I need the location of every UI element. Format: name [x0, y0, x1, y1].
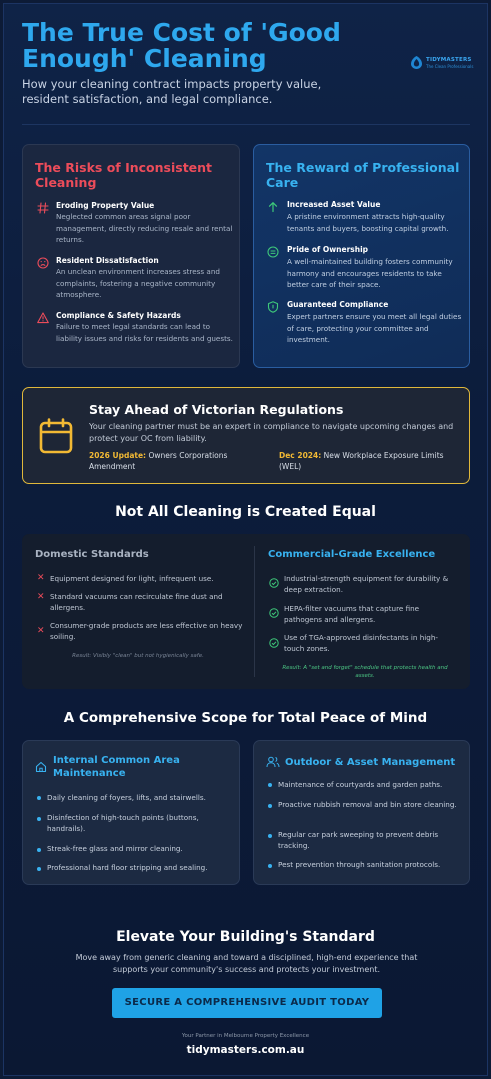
domestic-result: Result: Visibly "clean" but not hygienically safe.	[72, 653, 204, 659]
reward-item-text: Expert partners ensure you meet all legal duties of care, protecting your committee and investment.	[287, 312, 462, 344]
comparison-panel	[22, 534, 470, 689]
header-divider	[22, 124, 470, 125]
outdoor-scope-heading: Outdoor & Asset Management	[285, 757, 456, 768]
cta-text: Move away from generic cleaning and toward a disciplined, high-end experience that supports your community's success and protects your investment.	[75, 953, 418, 974]
smile-icon	[267, 246, 279, 258]
arrow-up-icon	[267, 201, 279, 213]
check-circle-icon	[269, 578, 279, 588]
x-icon: ✕	[37, 592, 45, 602]
logo-tagline: The Clean Professionals	[426, 64, 474, 69]
cta-heading: Elevate Your Building's Standard	[116, 929, 375, 945]
risks-card	[22, 144, 240, 368]
shield-check-icon	[267, 301, 279, 313]
warning-icon	[37, 312, 49, 324]
commercial-item: Industrial-strength equipment for durability & deep extraction.	[284, 574, 449, 594]
footer-tagline: Your Partner in Melbourne Property Excellence	[181, 1033, 310, 1039]
commercial-item: HEPA-filter vacuums that capture fine pathogens and allergens.	[284, 604, 420, 624]
outdoor-scope-card	[253, 740, 470, 885]
risk-item-title: Compliance & Safety Hazards	[56, 311, 181, 320]
bullet-dot	[268, 783, 272, 787]
risk-item-text: Neglected common areas signal poor management, directly reducing resale and rental returns.	[56, 212, 233, 244]
check-circle-icon	[269, 638, 279, 648]
comparison-divider	[254, 546, 255, 677]
infographic	[3, 3, 488, 1076]
note-label: 2026 Update:	[89, 451, 147, 460]
page-subtitle: How your cleaning contract impacts property value, resident satisfaction, and legal compliance.	[22, 77, 322, 106]
commercial-heading: Commercial-Grade Excellence	[268, 549, 436, 560]
secure-audit-button[interactable]: SECURE A COMPREHENSIVE AUDIT TODAY	[112, 988, 382, 1018]
rewards-heading: The Reward of Professional Care	[266, 160, 460, 190]
logo-name: TIDYMASTERS	[426, 57, 472, 63]
domestic-item: Equipment designed for light, infrequent use.	[50, 574, 214, 583]
internal-scope-item: Daily cleaning of foyers, lifts, and stairwells.	[47, 793, 206, 802]
internal-scope-card	[22, 740, 240, 885]
frown-icon	[37, 257, 49, 269]
risks-heading: The Risks of Inconsistent Cleaning	[35, 160, 213, 190]
comparison-heading: Not All Cleaning is Created Equal	[115, 504, 376, 520]
users-icon	[266, 756, 280, 768]
x-icon: ✕	[37, 573, 45, 583]
hash-icon	[37, 202, 49, 214]
tidymasters-logo	[409, 54, 481, 74]
internal-scope-item: Disinfection of high-touch points (buttons, handrails).	[47, 813, 199, 833]
outdoor-scope-item: Maintenance of courtyards and garden paths.	[278, 780, 443, 789]
page-title: The True Cost of 'Good Enough' Cleaning	[22, 18, 341, 73]
regulation-note-2026	[89, 450, 269, 472]
bullet-dot	[37, 848, 41, 852]
commercial-result: Result: A "set and forget" schedule that protects health and assets.	[282, 665, 448, 679]
note-text: Owners Corporations Amendment	[89, 451, 228, 471]
reward-item-title: Pride of Ownership	[287, 245, 369, 254]
x-icon: ✕	[37, 626, 45, 636]
reward-item-text: A well-maintained building fosters community harmony and encourages residents to take better care of their space.	[287, 257, 453, 289]
home-icon	[35, 761, 47, 773]
scope-heading: A Comprehensive Scope for Total Peace of Mind	[63, 710, 428, 726]
domestic-item: Consumer-grade products are less effective on heavy soiling.	[50, 621, 243, 641]
bullet-dot	[37, 817, 41, 821]
risk-item-title: Resident Dissatisfaction	[56, 256, 159, 265]
outdoor-scope-item: Proactive rubbish removal and bin store cleaning.	[278, 800, 457, 809]
bullet-dot	[268, 834, 272, 838]
calendar-icon	[39, 418, 73, 454]
risk-item-text: An unclean environment increases stress and complaints, fostering a negative community atmosphere.	[56, 267, 220, 299]
note-text: New Workplace Exposure Limits (WEL)	[279, 451, 444, 471]
bullet-dot	[268, 864, 272, 868]
outdoor-scope-item: Regular car park sweeping to prevent debris tracking.	[278, 830, 439, 850]
risk-item-text: Failure to meet legal standards can lead to liability issues and risks for residents and guests.	[56, 322, 233, 343]
bullet-dot	[37, 867, 41, 871]
risk-item-title: Eroding Property Value	[56, 201, 155, 210]
reward-item-text: A pristine environment attracts high-quality tenants and buyers, boosting capital growth.	[287, 212, 449, 233]
website-link[interactable]: tidymasters.com.au	[186, 1044, 305, 1056]
note-label: Dec 2024:	[279, 451, 322, 460]
rewards-card	[253, 144, 470, 368]
internal-scope-item: Professional hard floor stripping and sealing.	[47, 863, 208, 872]
regulations-heading: Stay Ahead of Victorian Regulations	[89, 402, 344, 417]
logo-mark-icon	[409, 55, 424, 70]
bullet-dot	[268, 804, 272, 808]
outdoor-scope-item: Pest prevention through sanitation protocols.	[278, 860, 441, 869]
reward-item-title: Increased Asset Value	[287, 200, 381, 209]
internal-scope-heading: Internal Common Area Maintenance	[53, 755, 180, 779]
regulations-text: Your cleaning partner must be an expert in compliance to navigate upcoming changes and protect your OC from liability.	[89, 422, 454, 443]
regulations-callout	[22, 387, 470, 484]
regulation-note-2024	[279, 450, 459, 472]
reward-item-title: Guaranteed Compliance	[287, 300, 389, 309]
bullet-dot	[37, 796, 41, 800]
commercial-item: Use of TGA-approved disinfectants in high-touch zones.	[284, 633, 438, 653]
check-circle-icon	[269, 608, 279, 618]
domestic-item: Standard vacuums can recirculate fine dust and allergens.	[50, 592, 223, 612]
internal-scope-item: Streak-free glass and mirror cleaning.	[47, 844, 183, 853]
domestic-heading: Domestic Standards	[35, 549, 149, 560]
